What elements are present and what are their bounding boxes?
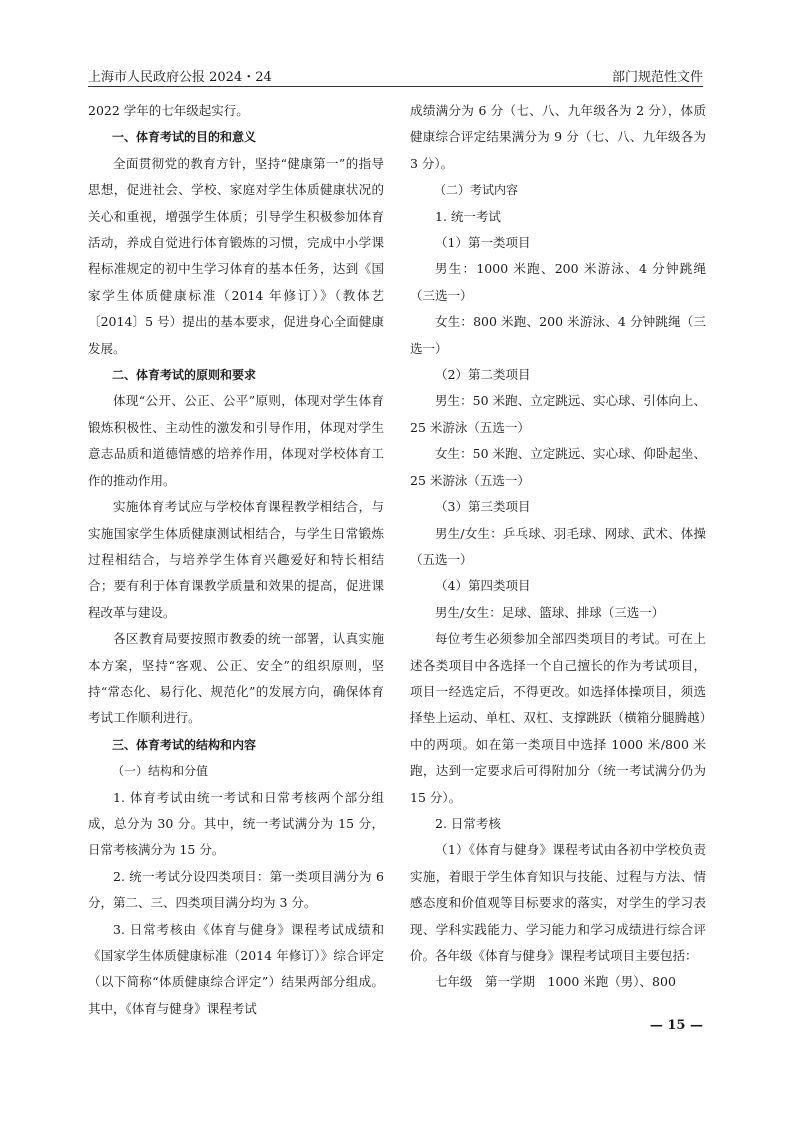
section-label: 部门规范性文件 <box>611 70 703 85</box>
paragraph: （1）《体育与健身》课程考试由各初中学校负责实施，着眼于学生体育知识与技能、过程与方法、情感态度和价值观等目标要求的落实，对学生的学习表现、学科实践能力、学习能力和学习成绩进行综合评价。各年级《体育与健身》课程考试项目主要包括： <box>410 842 706 963</box>
paragraph: （1）第一类项目 <box>435 235 531 251</box>
paragraph: 男生/女生：足球、篮球、排球（三选一） <box>435 604 665 620</box>
page-header <box>88 62 703 86</box>
paragraph: （2）第二类项目 <box>435 367 531 383</box>
paragraph: 成绩满分为 6 分（七、八、九年级各为 2 分），体质健康综合评定结果满分为 9 分（七、八、九年级各为 3 分）。 <box>410 103 706 171</box>
section-heading: 二、体育考试的原则和要求 <box>112 368 257 383</box>
paragraph: 每位考生必须参加全部四类项目的考试。可在上述各类项目中各选择一个自己擅长的作为考试项目，项目一经选定后，不得更改。如选择体操项目，须选择垫上运动、单杠、双杠、支撑跳跃（横箱分腿腾越）中的两项。如在第一类项目中选择 1000 米/800 米跑，达到一定要求后可得附加分（统一考试满分仍为 15 分）。 <box>410 631 706 805</box>
paragraph: 女生：800 米跑、200 米游泳、4 分钟跳绳（三选一） <box>410 314 706 356</box>
section-heading: 一、体育考试的目的和意义 <box>112 130 257 145</box>
paragraph: 实施体育考试应与学校体育课程教学相结合，与实施国家学生体质健康测试相结合，与学生日常锻炼过程相结合，与培养学生体育兴趣爱好和特长相结合；要有利于体育课教学质量和效果的提高，促进课程改革与建设。 <box>88 499 384 620</box>
subsection-heading: （一）结构和分值 <box>112 764 209 779</box>
paragraph: （3）第三类项目 <box>435 499 531 515</box>
paragraph: 女生：50 米跑、立定跳远、实心球、仰卧起坐、25 米游泳（五选一） <box>410 446 706 488</box>
left-column <box>88 98 384 1022</box>
paragraph: 全面贯彻党的教育方针，坚持“健康第一”的指导思想，促进社会、学校、家庭对学生体质健康状况的关心和重视，增强学生体质；引导学生积极参加体育活动，养成自觉进行体育锻炼的习惯，完成中小学课程标准规定的初中生学习体育的基本任务，达到《国家学生体质健康标准（2014 年修订）》（教体艺〔2014〕5 号）提出的基本要求，促进身心全面健康发展。 <box>88 155 384 356</box>
paragraph: 3. 日常考核由《体育与健身》课程考试成绩和《国家学生体质健康标准（2014 年修订）》综合评定（以下简称“体质健康综合评定”）结果两部分组成。其中，《体育与健身》课程考试 <box>88 921 384 1016</box>
page-number: — 15 — <box>649 1018 703 1033</box>
paragraph: 1. 体育考试由统一考试和日常考核两个部分组成，总分为 30 分。其中，统一考试满分为 15 分，日常考核满分为 15 分。 <box>88 789 384 858</box>
paragraph: 1. 统一考试 <box>435 208 501 224</box>
section-heading: 三、体育考试的结构和内容 <box>112 737 257 752</box>
paragraph: 男生/女生：乒乓球、羽毛球、网球、武术、体操（五选一） <box>410 525 706 567</box>
paragraph: 各区教育局要按照市教委的统一部署，认真实施本方案，坚持“客观、公正、安全”的组织原则，坚持“常态化、易行化、规范化”的发展方向，确保体育考试工作顺利进行。 <box>88 631 384 726</box>
right-column <box>410 98 706 996</box>
header-rule <box>88 86 703 87</box>
paragraph: 男生：1000 米跑、200 米游泳、4 分钟跳绳（三选一） <box>410 261 706 303</box>
paragraph: 2022 学年的七年级起实行。 <box>88 103 249 118</box>
gazette-title: 上海市人民政府公报 2024・24 <box>88 70 272 85</box>
paragraph: （4）第四类项目 <box>435 578 531 594</box>
subsection-heading: （二）考试内容 <box>434 183 519 198</box>
paragraph: 2. 日常考核 <box>435 815 501 831</box>
paragraph: 体现“公开、公正、公平”原则，体现对学生体育锻炼积极性、主动性的激发和引导作用，体现对学生意志品质和道德情感的培养作用，体现对学校体育工作的推动作用。 <box>88 393 384 488</box>
paragraph: 男生：50 米跑、立定跳远、实心球、引体向上、25 米游泳（五选一） <box>410 393 706 435</box>
paragraph: 2. 统一考试分设四类项目：第一类项目满分为 6 分，第二、三、四类项目满分均为 3 分。 <box>88 868 384 911</box>
paragraph: 七年级 第一学期 1000 米跑（男）、800 <box>435 974 676 990</box>
